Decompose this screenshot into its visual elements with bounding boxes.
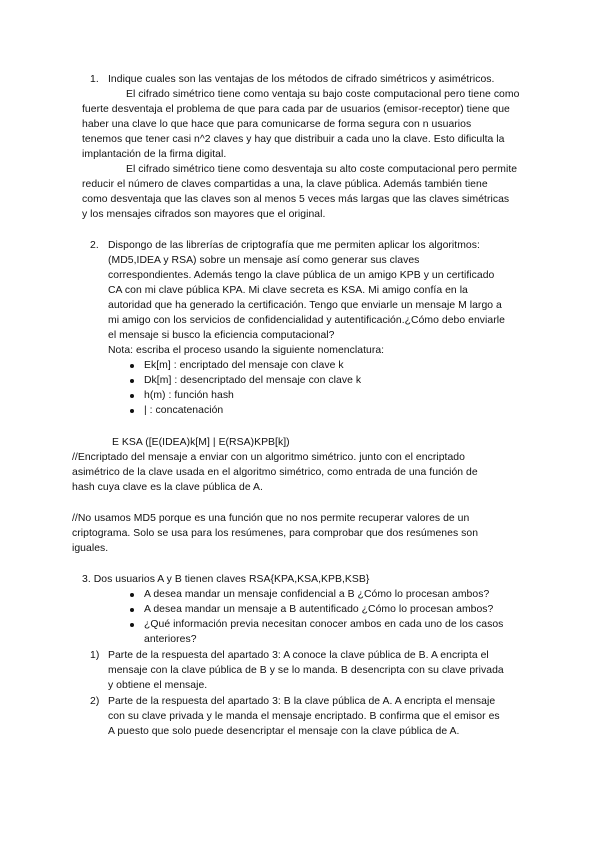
q1-answer-line: como desventaja que las claves son al menos 5 veces más largas que las claves simétricas <box>82 194 510 205</box>
q2-answer-line: asimétrico de la clave usada en el algoritmo simétrico, como entrada de una función de <box>72 467 478 478</box>
q3-answer-line: mensaje con la clave pública de B y se lo manda. B desencripta con su clave privada <box>108 665 504 676</box>
q1-answer-line: implantación de la firma digital. <box>82 149 227 160</box>
bullet-icon <box>130 593 134 597</box>
q1-question: Indique cuales son las ventajas de los métodos de cifrado simétricos y asimétricos. <box>108 74 495 85</box>
q3-answer-line: Parte de la respuesta del apartado 3: A conoce la clave pública de B. A encripta el <box>108 650 489 661</box>
bullet-icon <box>130 379 134 383</box>
q3-answer-line: y obtiene el mensaje. <box>108 680 208 691</box>
q2-note-line: //No usamos MD5 porque es una función que no nos permite recuperar valores de un <box>72 513 470 524</box>
q1-answer-line: haber una clave lo que hace que para comunicarse de forma segura con n usuarios <box>82 119 472 130</box>
q1-answer-line: El cifrado simétrico tiene como desventaja su alto coste computacional pero permite <box>126 164 518 175</box>
q1-answer-line: fuerte desventaja el problema de que para cada par de usuarios (emisor-receptor) tiene que <box>82 104 510 115</box>
q2-question-line: Dispongo de las librerías de criptografía que me permiten aplicar los algoritmos: <box>108 240 480 251</box>
q2-note-line: criptograma. Solo se usa para los resúmenes, para comprobar que dos resúmenes son <box>72 528 479 539</box>
q2-answer-line: hash cuya clave es la clave pública de A. <box>72 482 263 493</box>
q1-number: 1. <box>90 74 99 85</box>
notation-item: h(m) : función hash <box>144 390 234 401</box>
answer-number: 2) <box>90 696 100 707</box>
q1-answer-line: tenemos que tener casi n^2 claves y hay que distribuir a cada uno la clave. Esto dificulta la <box>82 134 505 145</box>
bullet-icon <box>130 623 134 627</box>
q2-answer-line: //Encriptado del mensaje a enviar con un algoritmo simétrico. junto con el encriptado <box>72 452 465 463</box>
q3-answer-line: Parte de la respuesta del apartado 3: B la clave pública de A. A encripta el mensaje <box>108 696 496 707</box>
notation-item: Dk[m] : desencriptado del mensaje con clave k <box>144 375 362 386</box>
q2-question-line: (MD5,IDEA y RSA) sobre un mensaje así como generar sus claves <box>108 255 420 266</box>
q3-bullet: A desea mandar un mensaje confidencial a B ¿Cómo lo procesan ambos? <box>144 589 490 600</box>
answer-number: 1) <box>90 650 100 661</box>
bullet-icon <box>130 608 134 612</box>
q2-question-line: CA con mi clave pública KPA. Mi clave secreta es KSA. Mi amigo confía en la <box>108 285 468 296</box>
q1-answer-line: reducir el número de claves compartidas a una, la clave pública. Además también tiene <box>82 179 488 190</box>
q2-question-line: mi amigo con los servicios de confidencialidad y autentificación.¿Cómo debo enviarle <box>108 315 505 326</box>
q2-question-line: autoridad que ha generado la certificación. Tengo que enviarle un mensaje M largo a <box>108 300 502 311</box>
q2-formula: E KSA ([E(IDEA)k[M] | E(RSA)KPB[k]) <box>112 437 290 448</box>
q3-answer-line: A puesto que solo puede desencriptar el mensaje con la clave pública de A. <box>108 726 460 737</box>
q3-bullet: ¿Qué información previa necesitan conocer ambos en cada uno de los casos <box>144 619 504 630</box>
notation-item: | : concatenación <box>144 405 224 416</box>
q2-note-line: iguales. <box>72 543 109 554</box>
bullet-icon <box>130 409 134 413</box>
bullet-icon <box>130 394 134 398</box>
q3-answer-line: con su clave privada y le manda el mensaje encriptado. B confirma que el emisor es <box>108 711 500 722</box>
q3-bullet: A desea mandar un mensaje a B autentificado ¿Cómo lo procesan ambos? <box>144 604 494 615</box>
q3-heading: 3. Dos usuarios A y B tienen claves RSA{KPA,KSA,KPB,KSB} <box>82 574 370 585</box>
bullet-icon <box>130 364 134 368</box>
q3-bullet-continuation: anteriores? <box>144 634 197 645</box>
q2-number: 2. <box>90 240 99 251</box>
q2-question-line: el mensaje si busco la eficiencia computacional? <box>108 330 335 341</box>
notation-item: Ek[m] : encriptado del mensaje con clave k <box>144 360 344 371</box>
q1-answer-line: y los mensajes cifrados son mayores que el original. <box>82 209 326 220</box>
q2-question-line: Nota: escriba el proceso usando la siguiente nomenclatura: <box>108 345 385 356</box>
q2-question-line: correspondientes. Además tengo la clave pública de un amigo KPB y un certificado <box>108 270 495 281</box>
q1-answer-line: El cifrado simétrico tiene como ventaja su bajo coste computacional pero tiene como <box>126 89 520 100</box>
